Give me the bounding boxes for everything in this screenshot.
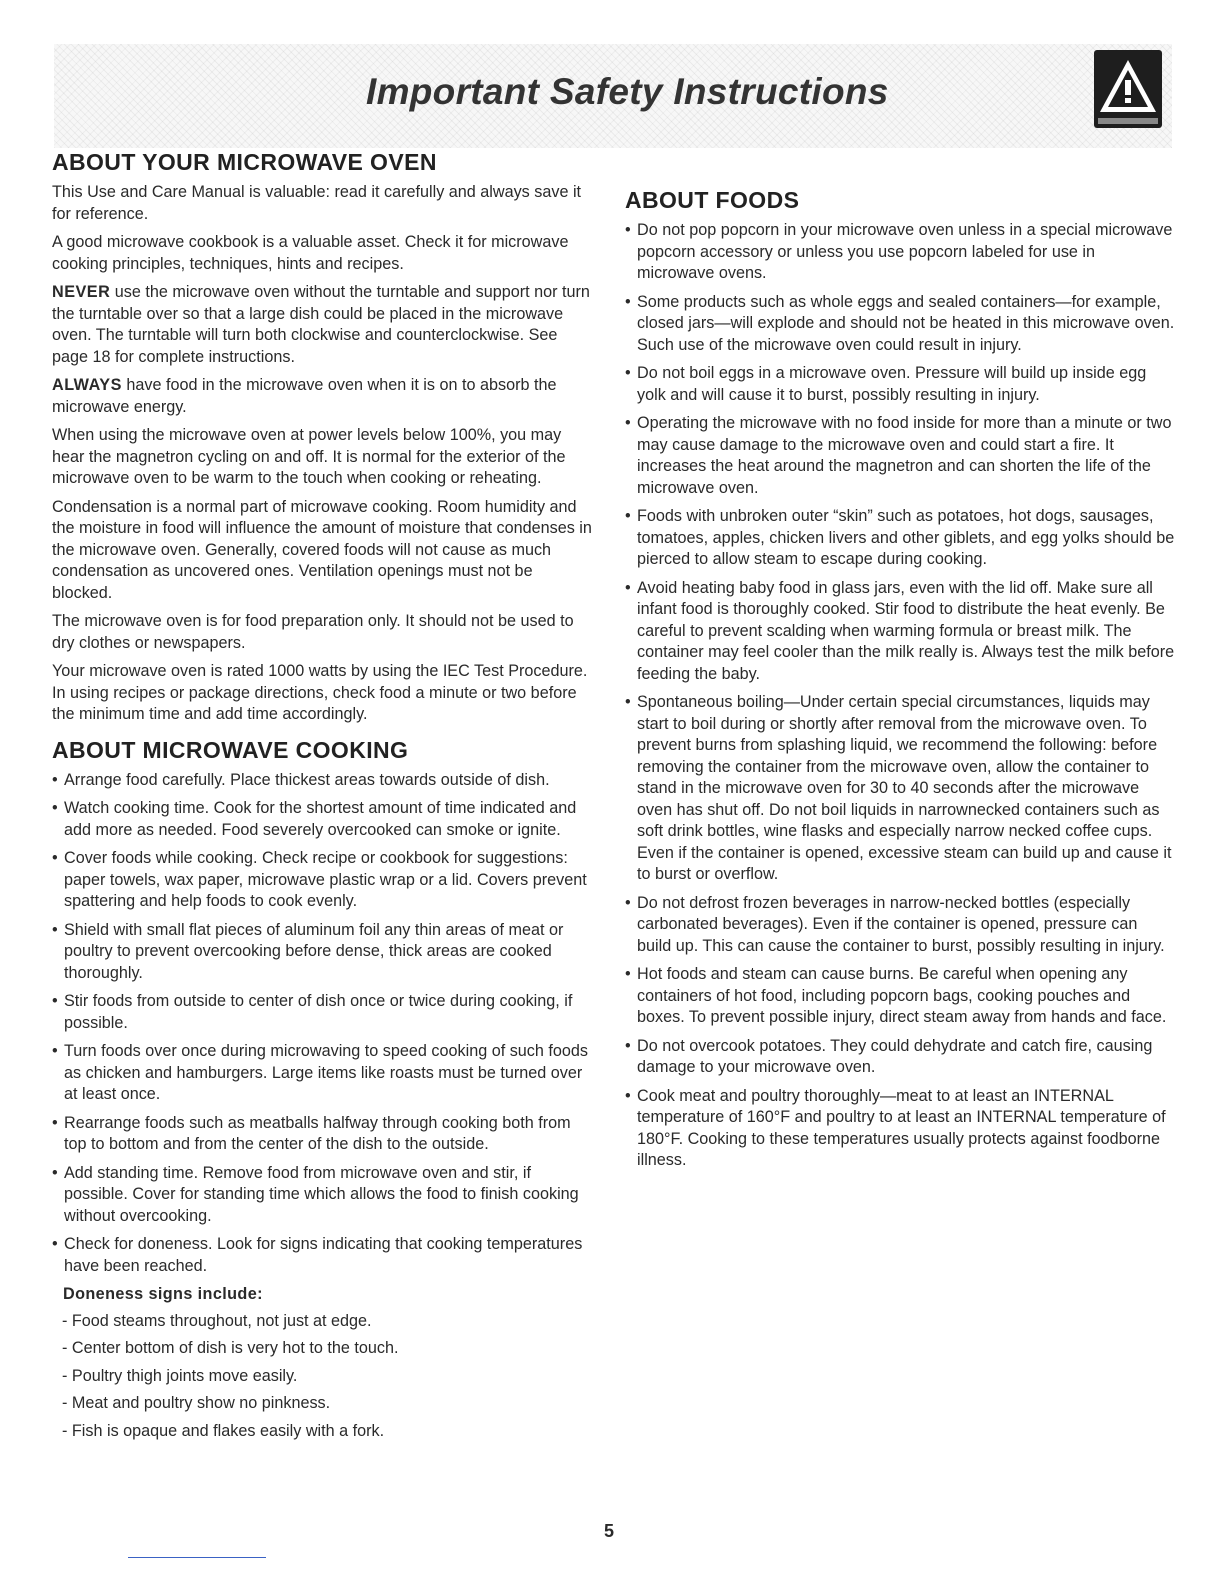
right-column — [625, 186, 1175, 1179]
list-item: • Do not boil eggs in a microwave oven. Pressure will build up inside egg yolk and will cause it to burst, possibly resulting in injury. — [625, 363, 1175, 406]
footer-divider — [128, 1557, 266, 1558]
section-heading-about-foods: ABOUT FOODS — [625, 187, 800, 213]
paragraph-never — [52, 282, 597, 368]
list-item: • Avoid heating baby food in glass jars, even with the lid off. Make sure all infant food is thoroughly cooked. Stir food to distribute the heat evenly. Be careful to prevent scalding when warming formula or breast milk. The container may feel cooler than the milk really is. Always test the milk before feeding the baby. — [625, 578, 1175, 686]
list-item: • Cover foods while cooking. Check recipe or cookbook for suggestions: paper towels, wax paper, microwave plastic wrap or a lid. Covers prevent spattering and help foods to cook evenly. — [52, 848, 597, 913]
list-item: • Rearrange foods such as meatballs halfway through cooking both from top to bottom and from the center of the dish to the outside. — [52, 1113, 597, 1156]
emphasis-never: NEVER — [52, 283, 111, 301]
paragraph: Your microwave oven is rated 1000 watts by using the IEC Test Procedure. In using recipes or package directions, check food a minute or two before the minimum time and add time accordingly. — [52, 662, 588, 723]
list-item: • Hot foods and steam can cause burns. Be careful when opening any containers of hot food, including popcorn bags, cooking pouches and boxes. To prevent possible injury, direct steam away from hands and face. — [625, 964, 1175, 1029]
paragraph-text: use the microwave oven without the turntable and support nor turn the turntable over so that a large dish could be placed in the microwave oven. The turntable will turn both clockwise and counterclockwise. See page 18 for complete instructions. — [52, 283, 590, 366]
warning-triangle-icon — [1094, 50, 1162, 128]
doneness-signs-list — [52, 1311, 597, 1443]
header-banner — [54, 44, 1172, 148]
paragraph: Condensation is a normal part of microwave cooking. Room humidity and the moisture in food will influence the amount of moisture that condenses in the microwave oven. Generally, covered foods will not cause as much condensation as uncovered ones. Ventilation openings must not be blocked. — [52, 497, 592, 602]
list-item: • Foods with unbroken outer “skin” such as potatoes, hot dogs, sausages, tomatoes, apples, chicken livers and other giblets, and egg yolks should be pierced to allow steam to escape during cooking. — [625, 506, 1175, 571]
left-column — [52, 148, 597, 1448]
section-heading-about-cooking: ABOUT MICROWAVE COOKING — [52, 736, 409, 763]
paragraph: The microwave oven is for food preparation only. It should not be used to dry clothes or newspapers. — [52, 612, 574, 652]
list-item: - Meat and poultry show no pinkness. — [62, 1393, 597, 1415]
list-item: • Shield with small flat pieces of aluminum foil any thin areas of meat or poultry to prevent overcooking before dense, thick areas are cooked thoroughly. — [52, 920, 597, 985]
list-item: • Cook meat and poultry thoroughly—meat to at least an INTERNAL temperature of 160°F and poultry to at least an INTERNAL temperature of 180°F. Cooking to these temperatures usually protects against foodborne illness. — [625, 1086, 1175, 1172]
paragraph: When using the microwave oven at power levels below 100%, you may hear the magnetron cycling on and off. It is normal for the exterior of the microwave oven to be warm to the touch when cooking or reheating. — [52, 426, 566, 487]
paragraph-text: have food in the microwave oven when it is on to absorb the microwave energy. — [52, 376, 557, 416]
list-item: • Do not overcook potatoes. They could dehydrate and catch fire, causing damage to your microwave oven. — [625, 1036, 1175, 1079]
list-item: • Do not pop popcorn in your microwave oven unless in a special microwave popcorn accessory or unless you use popcorn labeled for use in microwave ovens. — [625, 220, 1175, 285]
list-item: • Add standing time. Remove food from microwave oven and stir, if possible. Cover for standing time which allows the food to finish cooking without overcooking. — [52, 1163, 597, 1228]
list-item: • Turn foods over once during microwaving to speed cooking of such foods as chicken and hamburgers. Large items like roasts must be turned over at least once. — [52, 1041, 597, 1106]
list-item: • Operating the microwave with no food inside for more than a minute or two may cause damage to the microwave oven and could start a fire. It increases the heat around the magnetron and can shorten the life of the microwave oven. — [625, 413, 1175, 499]
paragraph: This Use and Care Manual is valuable: read it carefully and always save it for reference. — [52, 183, 582, 223]
list-item: • Watch cooking time. Cook for the shortest amount of time indicated and add more as needed. Food severely overcooked can smoke or ignite. — [52, 798, 597, 841]
paragraph: A good microwave cookbook is a valuable asset. Check it for microwave cooking principles, techniques, hints and recipes. — [52, 233, 569, 273]
list-item: - Poultry thigh joints move easily. — [62, 1366, 597, 1388]
list-item: - Fish is opaque and flakes easily with a fork. — [62, 1421, 597, 1443]
section-heading-about-oven: ABOUT YOUR MICROWAVE OVEN — [52, 149, 437, 175]
list-item: - Center bottom of dish is very hot to the touch. — [62, 1338, 597, 1360]
emphasis-always: ALWAYS — [52, 376, 122, 394]
paragraph-always — [52, 375, 597, 418]
list-item: • Check for doneness. Look for signs indicating that cooking temperatures have been reached. — [52, 1234, 597, 1277]
list-item: • Arrange food carefully. Place thickest areas towards outside of dish. — [52, 770, 597, 792]
list-item: • Spontaneous boiling—Under certain special circumstances, liquids may start to boil during or shortly after removal from the microwave oven. To prevent burns from splashing liquid, we recommend the following: before removing the container from the microwave oven, allow the container to stand in the microwave oven for 30 to 40 seconds after the microwave oven has shut off. Do not boil liquids in narrownecked containers such as soft drink bottles, wine flasks and especially narrow necked coffee cups. Even if the container is opened, excessive steam can build up and cause it to burst or overflow. — [625, 692, 1175, 886]
page-number: 5 — [604, 1521, 615, 1541]
cooking-tips-list — [52, 770, 597, 1278]
list-item: - Food steams throughout, not just at edge. — [62, 1311, 597, 1333]
list-item: • Some products such as whole eggs and sealed containers—for example, closed jars—will explode and should not be heated in this microwave oven. Such use of the microwave oven could result in injury. — [625, 292, 1175, 357]
doneness-heading: Doneness signs include: — [63, 1285, 263, 1303]
list-item: • Do not defrost frozen beverages in narrow-necked bottles (especially carbonated beverages). Even if the container is opened, pressure can build up. This can cause the container to burst, possibly resulting in injury. — [625, 893, 1175, 958]
list-item: • Stir foods from outside to center of dish once or twice during cooking, if possible. — [52, 991, 597, 1034]
foods-list — [625, 220, 1175, 1172]
page-title: Important Safety Instructions — [366, 71, 889, 112]
